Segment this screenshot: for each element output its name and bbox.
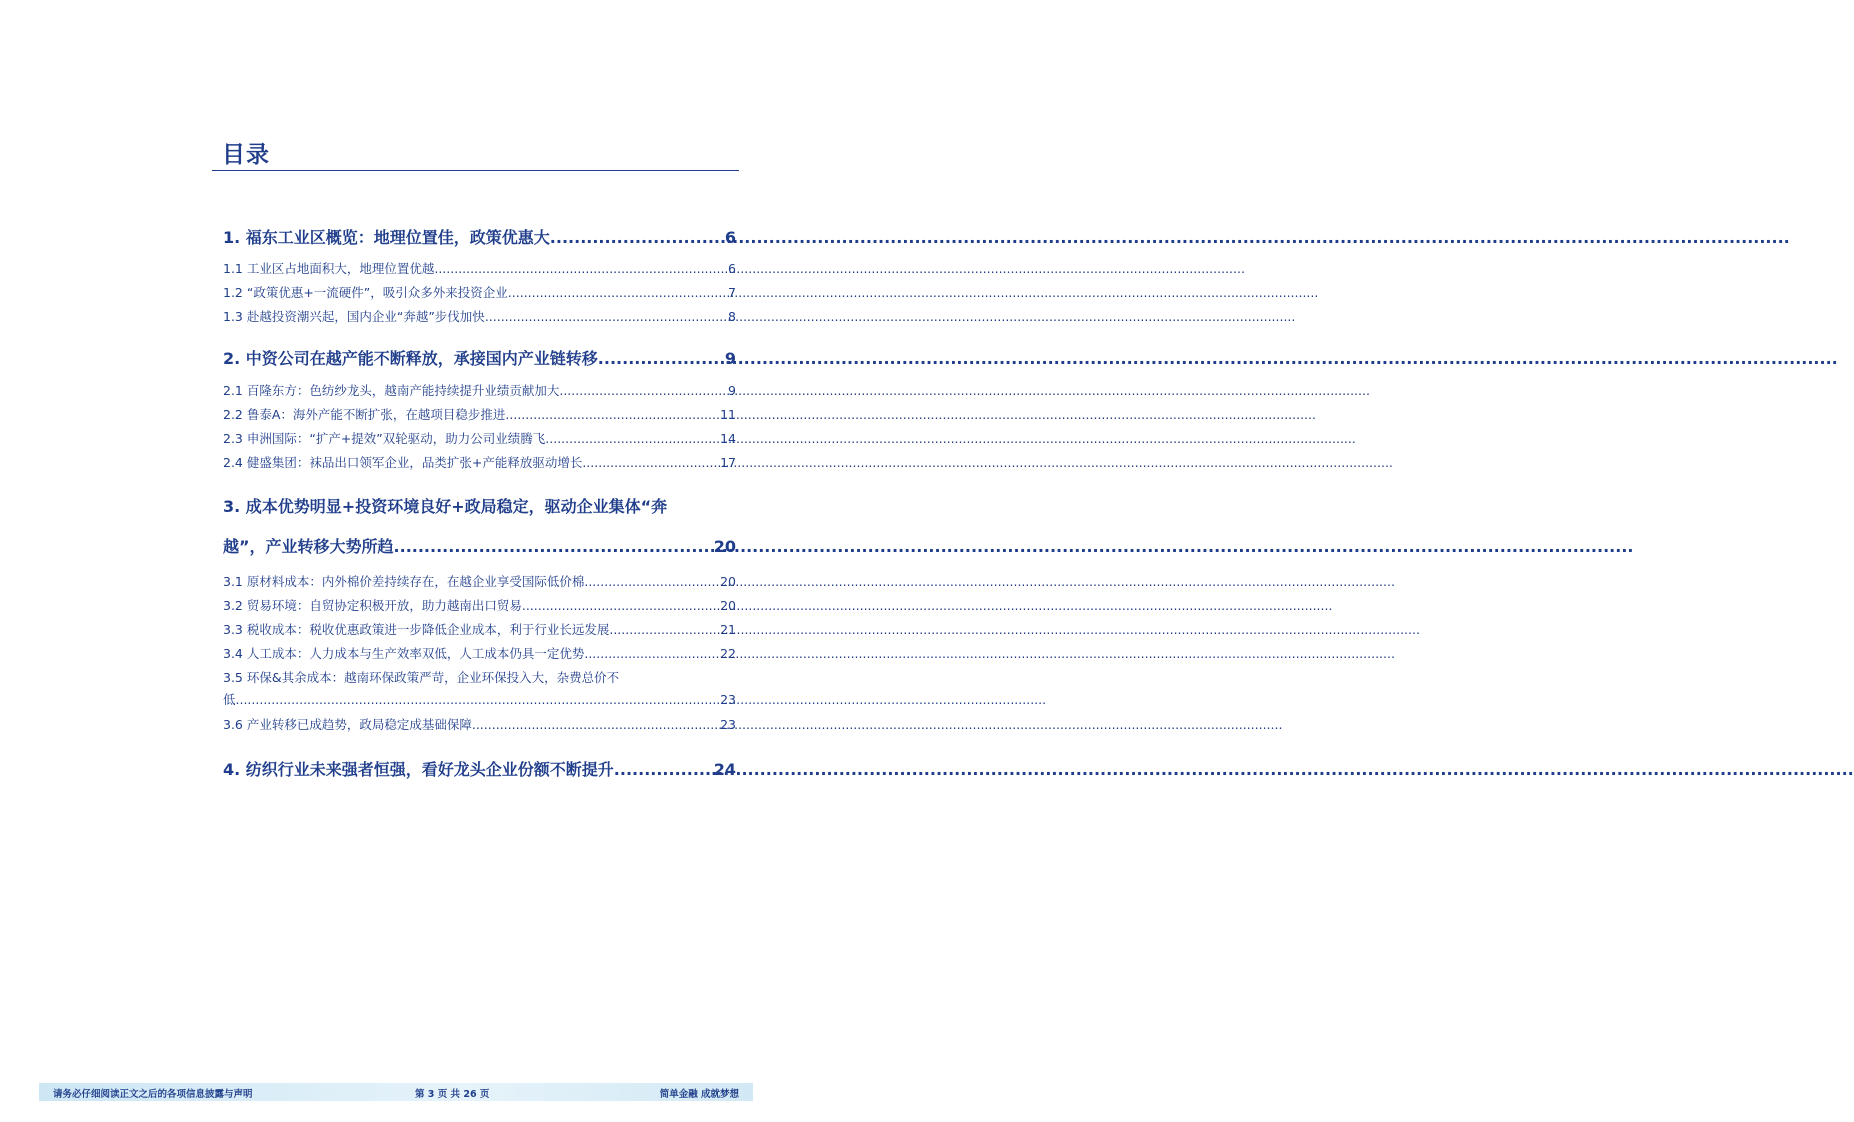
leader-dots (609, 622, 720, 637)
toc-item-3-6[interactable] (223, 715, 736, 733)
leader-dots (472, 717, 720, 732)
toc-page-number: 14 (720, 431, 736, 446)
leader-dots (550, 228, 725, 247)
toc-page-number: 8 (728, 309, 736, 324)
toc-page-number: 23 (720, 692, 736, 707)
toc-section-label: 3. 成本优势明显+投资环境良好+政局稳定，驱动企业集体“奔 (223, 497, 668, 516)
toc-item-label: 1.3 赴越投资潮兴起，国内企业“奔越”步伐加快 (223, 309, 485, 324)
toc-section-label: 1. 福东工业区概览：地理位置佳，政策优惠大 (223, 228, 550, 247)
toc-item-2-3[interactable] (223, 429, 736, 447)
toc-section-1[interactable] (223, 225, 736, 247)
toc-page-number: 9 (724, 349, 736, 368)
toc-item-1-3[interactable] (223, 307, 736, 325)
toc-item-3-5[interactable] (223, 668, 736, 708)
toc-item-label: 1.2 “政策优惠+一流硬件”，吸引众多外来投资企业 (223, 285, 508, 300)
toc-page-number: 6 (728, 261, 736, 276)
footer-page-info: 第 3 页 共 26 页 (415, 1089, 490, 1100)
page-title: 目录 (222, 142, 270, 168)
title-divider (212, 170, 739, 171)
toc-section-2[interactable] (223, 346, 736, 368)
toc-item-1-1[interactable] (223, 259, 736, 277)
leader-dots (522, 598, 720, 613)
toc-item-2-1[interactable] (223, 381, 736, 399)
footer-slogan: 简单金融 成就梦想 (659, 1089, 739, 1100)
toc-item-label: 3.3 税收成本：税收优惠政策进一步降低企业成本，利于行业长远发展 (223, 622, 610, 637)
leader-dots (394, 537, 714, 556)
leader-dots (434, 261, 728, 276)
leader-dots (505, 407, 720, 422)
toc-section-label: 2. 中资公司在越产能不断释放，承接国内产业链转移 (223, 349, 598, 368)
toc-page-number: 20 (720, 598, 736, 613)
toc-page-number: 6 (724, 228, 736, 247)
toc-item-label: 3.1 原材料成本：内外棉价差持续存在，在越企业享受国际低价棉 (223, 574, 585, 589)
toc-item-2-2[interactable] (223, 405, 736, 423)
toc-section-label-continued: 越”，产业转移大势所趋 (223, 537, 394, 556)
toc-item-3-1[interactable] (223, 572, 736, 590)
toc-item-3-2[interactable] (223, 596, 736, 614)
toc-page-number: 20 (720, 574, 736, 589)
toc-section-label: 4. 纺织行业未来强者恒强，看好龙头企业份额不断提升 (223, 760, 614, 779)
leader-dots (598, 349, 725, 368)
toc-item-label-continued: 低 (223, 692, 236, 707)
toc-page-number: 9 (728, 383, 736, 398)
toc-page-number: 7 (728, 285, 736, 300)
toc-item-label: 2.2 鲁泰A：海外产能不断扩张，在越项目稳步推进 (223, 407, 506, 422)
leader-dots (545, 431, 720, 446)
leader-dots (584, 646, 720, 661)
toc-item-3-4[interactable] (223, 644, 736, 662)
leader-dots (582, 455, 720, 470)
toc-page-number: 24 (713, 760, 736, 779)
toc-section-4[interactable] (223, 757, 736, 779)
toc-page-number: 21 (720, 622, 736, 637)
leader-dots (584, 574, 720, 589)
toc-item-label: 3.2 贸易环境：自贸协定积极开放，助力越南出口贸易 (223, 598, 522, 613)
toc-item-1-2[interactable] (223, 283, 736, 301)
toc-item-label: 2.3 申洲国际：“扩产+提效”双轮驱动，助力公司业绩腾飞 (223, 431, 546, 446)
toc-item-label: 1.1 工业区占地面积大，地理位置优越 (223, 261, 435, 276)
toc-page-number: 23 (720, 717, 736, 732)
toc-page-number: 11 (720, 407, 736, 422)
toc-section-3[interactable] (223, 494, 736, 556)
leader-dots (508, 285, 728, 300)
leader-dots (559, 383, 728, 398)
toc-item-label: 3.5 环保&其余成本：越南环保政策严苛，企业环保投入大，杂费总价不 (223, 670, 620, 685)
toc-item-label: 2.4 健盛集团：袜品出口领军企业，品类扩张+产能释放驱动增长 (223, 455, 583, 470)
toc-page-number: 22 (720, 646, 736, 661)
toc-item-label: 3.4 人工成本：人力成本与生产效率双低，人工成本仍具一定优势 (223, 646, 585, 661)
toc-item-label: 2.1 百隆东方：色纺纱龙头，越南产能持续提升业绩贡献加大 (223, 383, 560, 398)
page-footer (39, 1083, 753, 1101)
leader-dots (236, 692, 721, 707)
toc-item-3-3[interactable] (223, 620, 736, 638)
leader-dots (485, 309, 728, 324)
leader-dots (614, 760, 714, 779)
footer-disclaimer: 请务必仔细阅读正文之后的各项信息披露与声明 (53, 1089, 253, 1100)
toc-item-label: 3.6 产业转移已成趋势，政局稳定成基础保障 (223, 717, 472, 732)
toc-page-number: 17 (720, 455, 736, 470)
toc-page-number: 20 (713, 537, 736, 556)
toc-item-2-4[interactable] (223, 453, 736, 471)
